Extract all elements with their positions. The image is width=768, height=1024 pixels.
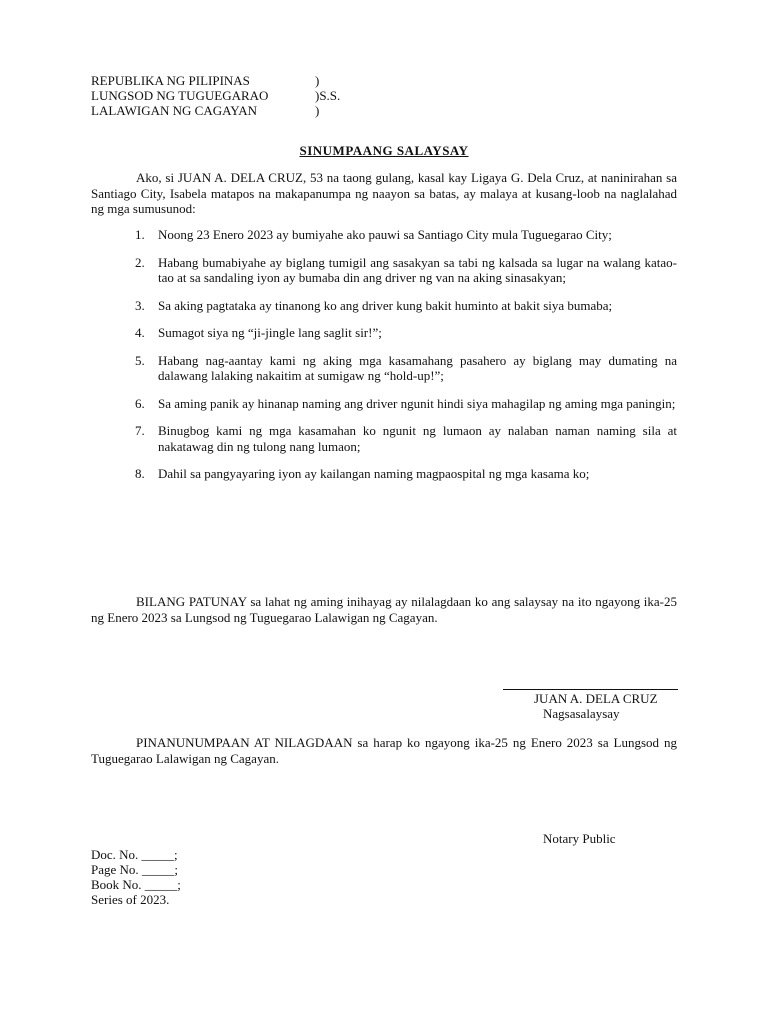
list-item-number: 5. <box>135 352 145 368</box>
attestation-paragraph: BILANG PATUNAY sa lahat ng aming inihayag ay nilalagdaan ko ang salaysay na ito ngayong ika-25 ng Enero 2023 sa Lungsod ng Tuguegarao Lalawigan ng Cagayan. <box>91 594 677 625</box>
list-item-text: Habang nag-aantay kami ng aking mga kasamahang pasahero ay biglang may dumating na dalawang lalaking nakaitim at sumigaw ng “hold-up!”; <box>158 352 677 383</box>
list-item-number: 6. <box>135 395 145 411</box>
list-item-text: Noong 23 Enero 2023 ay bumiyahe ako pauwi sa Santiago City mula Tuguegarao City; <box>158 227 612 242</box>
venue-republic: REPUBLIKA NG PILIPINAS <box>91 73 250 88</box>
list-item-text: Binugbog kami ng mga kasamahan ko ngunit ng lumaon ay nalaban naman naming sila at nakatawag din ng tulong nang lumaon; <box>158 423 677 454</box>
notary-public-label: Notary Public <box>543 831 616 846</box>
venue-city: LUNGSOD NG TUGUEGARAO <box>91 88 269 103</box>
jurat-paragraph: PINANUNUMPAAN AT NILAGDAAN sa harap ko ngayong ika-25 ng Enero 2023 sa Lungsod ng Tuguegarao Lalawigan ng Cagayan. <box>91 735 677 766</box>
venue-bracket-ss: )S.S. <box>315 88 341 103</box>
doc-number: Doc. No. _____; <box>91 847 178 862</box>
list-item-text: Sumagot siya ng “ji-jingle lang saglit sir!”; <box>158 325 382 340</box>
list-item-text: Habang bumabiyahe ay biglang tumigil ang sasakyan sa tabi ng kalsada sa lugar na walang katao-tao at sa sandaling iyon ay bumaba din ang driver ng van na aking sinasakyan; <box>158 254 677 285</box>
signature-line <box>503 689 678 690</box>
venue-bracket: ) <box>315 103 320 118</box>
list-item-text: Sa aking pagtataka ay tinanong ko ang driver kung bakit huminto at bakit siya bumaba; <box>158 297 613 313</box>
list-item <box>91 353 677 384</box>
list-item-text: Sa aming panik ay hinanap naming ang driver ngunit hindi siya mahagilap ng aming mga paningin; <box>158 395 676 411</box>
statements-list <box>91 227 677 482</box>
series-year: Series of 2023. <box>91 892 170 907</box>
list-item-number: 8. <box>135 466 145 481</box>
venue-province: LALAWIGAN NG CAGAYAN <box>91 103 258 118</box>
list-item <box>91 227 677 243</box>
list-item-number: 3. <box>135 297 145 313</box>
list-item-number: 4. <box>135 325 145 340</box>
list-item <box>91 466 677 482</box>
list-item-number: 2. <box>135 254 145 270</box>
document-references <box>91 847 181 907</box>
list-item-number: 1. <box>135 227 145 242</box>
venue-bracket: ) <box>315 73 320 88</box>
book-number: Book No. _____; <box>91 877 181 892</box>
list-item <box>91 396 677 412</box>
intro-paragraph: Ako, si JUAN A. DELA CRUZ, 53 na taong gulang, kasal kay Ligaya G. Dela Cruz, at naninirahan sa Santiago City, Isabela matapos na makapanumpa ng naayon sa batas, ay malaya at kusang-loob na naglalahad ng mga sumusunod: <box>91 170 677 216</box>
list-item <box>91 325 677 341</box>
signatory-name: JUAN A. DELA CRUZ <box>534 691 658 706</box>
document-title: SINUMPAANG SALAYSAY <box>299 143 469 158</box>
signatory-role: Nagsasalaysay <box>543 706 620 721</box>
page-number: Page No. _____; <box>91 862 179 877</box>
list-item <box>91 423 677 454</box>
list-item-number: 7. <box>135 423 145 438</box>
list-item <box>91 298 677 314</box>
list-item-text: Dahil sa pangyayaring iyon ay kailangan naming magpaospital ng mga kasama ko; <box>158 466 590 481</box>
list-item <box>91 255 677 286</box>
